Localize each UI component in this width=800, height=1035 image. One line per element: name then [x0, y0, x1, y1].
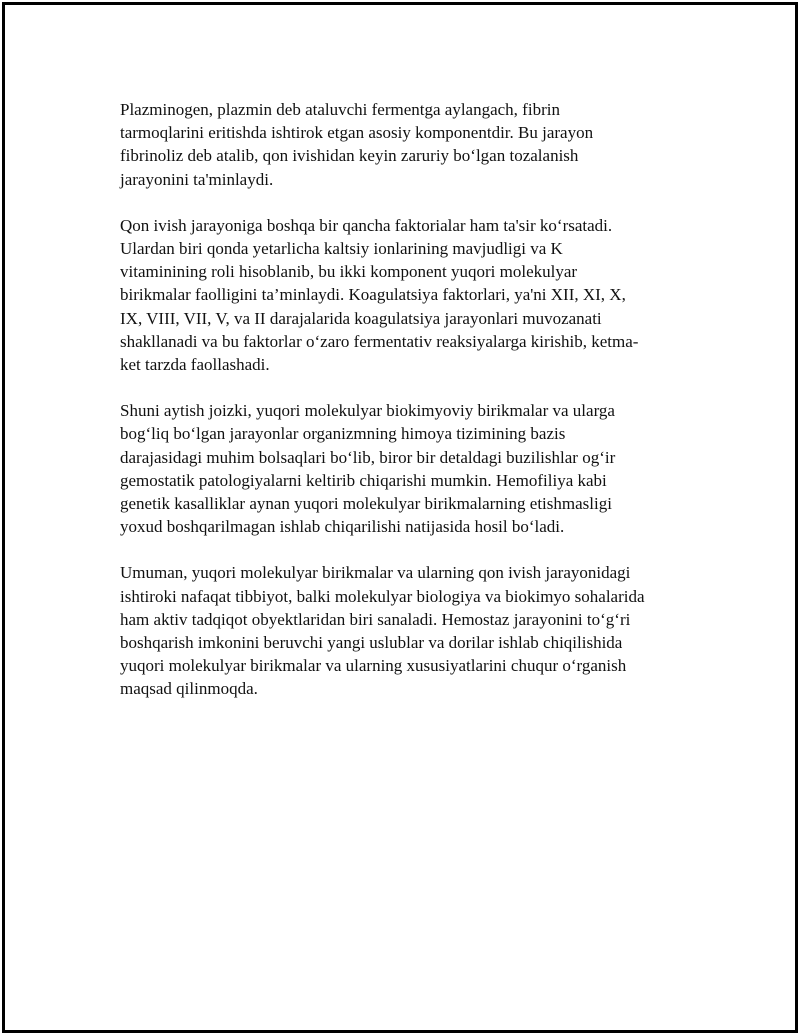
paragraph: Umuman, yuqori molekulyar birikmalar va ularning qon ivish jarayonidagi ishtiroki nafaqat tibbiyot, balki molekulyar biologiya va biokimyo sohalarida ham aktiv tadqiqot obyektlaridan biri sanaladi. Hemostaz jarayonini to‘g‘ri boshqarish imkonini beruvchi yangi uslublar va dorilar ishlab chiqilishida yuqori molekulyar birikmalar va ularning xususiyatlarini chuqur o‘rganish maqsad qilinmoqda. — [120, 563, 645, 699]
document-body — [120, 98, 700, 724]
page-frame — [2, 2, 798, 1033]
paragraph: Qon ivish jarayoniga boshqa bir qancha faktorialar ham ta'sir ko‘rsatadi. Ulardan biri qonda yetarlicha kaltsiy ionlarining mavjudligi va K vitaminining roli hisoblanib, bu ikki komponent yuqori molekulyar birikmalar faolligini ta’minlaydi. Koagulatsiya faktorlari, ya'ni XII, XI, X, IX, VIII, VII, V, va II darajalarida koagulatsiya jarayonlari muvozanati shakllanadi va bu faktorlar o‘zaro fermentativ reaksiyalarga kirishib, ketma- ket tarzda faollashadi. — [120, 215, 639, 375]
paragraph: Plazminogen, plazmin deb ataluvchi fermentga aylangach, fibrin tarmoqlarini eritishda ishtirok etgan asosiy komponentdir. Bu jarayon fibrinoliz deb atalib, qon ivishidan keyin zaruriy bo‘lgan tozalanish jarayonini ta'minlaydi. — [120, 100, 594, 189]
paragraph: Shuni aytish joizki, yuqori molekulyar biokimyoviy birikmalar va ularga bog‘liq bo‘lgan jarayonlar organizmning himoya tizimining bazis darajasidagi muhim bolsaqlari bo‘lib, biror bir detaldagi buzilishlar og‘ir gemostatik patologiyalarni keltirib chiqarishi mumkin. Hemofiliya kabi genetik kasalliklar aynan yuqori molekulyar birikmalarning etishmasligi yoxud boshqarilmagan ishlab chiqarilishi natijasida hosil bo‘ladi. — [120, 401, 616, 537]
